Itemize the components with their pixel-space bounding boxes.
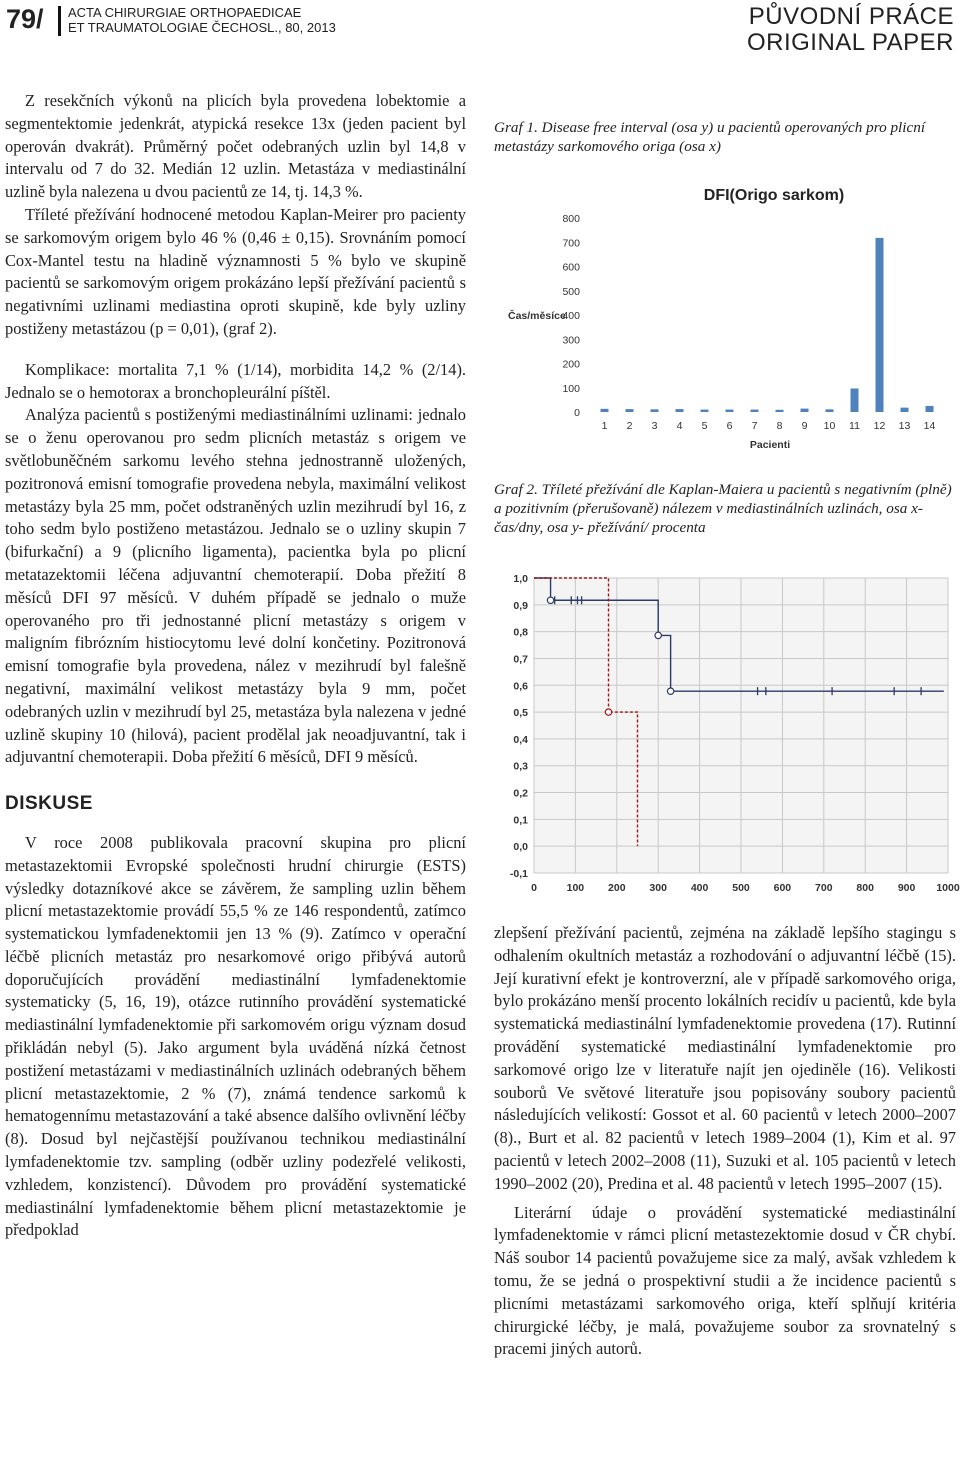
chart2-y-tick-label: 0,0 (513, 841, 528, 854)
chart1-bar (601, 409, 609, 412)
paragraph-complications: Komplikace: mortalita 7,1 % (1/14), morbidita 14,2 % (2/14). Jednalo se o hemotorax a bronchopleurální píštěl. (5, 359, 466, 402)
chart1-x-tick-label: 8 (776, 420, 783, 432)
chart1-x-tick-label: 9 (801, 420, 808, 432)
chart1-x-tick-label: 7 (751, 420, 758, 432)
chart2-x-tick-label: 500 (732, 882, 750, 894)
chart1-bar (751, 410, 759, 412)
chart1-bar (651, 409, 659, 412)
journal-line-1: ACTA CHIRURGIAE ORTHOPAEDICAE (68, 5, 302, 20)
section-label (747, 4, 954, 56)
chart2-y-tick-label: 0,4 (513, 733, 528, 746)
chart1-y-ticks (562, 213, 580, 419)
chart2-x-tick-label: 800 (856, 882, 874, 894)
dfi-bar-chart (494, 166, 956, 466)
chart2-y-tick-label: 0,5 (513, 707, 528, 720)
chart1-x-tick-label: 11 (849, 420, 860, 432)
chart2-x-tick-label: 1000 (936, 882, 960, 894)
section-label-cz: PŮVODNÍ PRÁCE (748, 3, 954, 30)
chart2-x-tick-label: 600 (773, 882, 792, 894)
kaplan-meier-chart (494, 562, 960, 902)
chart1-bar (926, 406, 934, 412)
chart1-x-tick-label: 3 (651, 420, 658, 432)
chart1-y-tick-label: 400 (562, 310, 580, 322)
chart2-x-tick-label: 100 (566, 882, 585, 894)
chart2-y-tick-label: 1,0 (513, 573, 528, 585)
chart2-y-tick-label: 0,3 (513, 760, 528, 773)
chart1-y-tick-label: 800 (562, 213, 580, 225)
paragraph-staging: zlepšení přežívání pacientů, zejména na základě lepšího stagingu s odhalením okultních metastáz a rozhodování o adjuvantní léčbě (15). Její kurativní efekt je kontroverzní, ale v případě sarkomového origa, bylo prokázáno menší procento lokálních recidív u pacientů, kde byla systematická mediastinální lymfadenektomie provedena (17). Rutinní provádění systematické mediastinální lymfadenektomie pro sarkomové origo lze v literatuře najít jen ojediněle (16). Velikosti souborů Ve světové literatuře jsou popisovány soubory pacientů následujících velikostí: Gossot et al. 60 pacientů v letech 2000–2007 (8)., Burt et al. 82 pacientů v letech 1989–2004 (1), Kim et al. 97 pacientů v letech 2002–2008 (11), Suzuki et al. 105 pacientů v letech 1990–2002 (20), Predina et al. 48 pacientů v letech 1995–2007 (15). (494, 923, 956, 1193)
chart1-bar (701, 410, 709, 412)
graph2-caption: Graf 2. Tříleté přežívání dle Kaplan-Maiera u pacientů s negativním (plně) a pozitivním (přerušovaně) nálezem v mediastinálních uzlinách, osa x-čas/dny, osa y- přežívání/ procenta (494, 481, 952, 536)
chart2-x-tick-label: 700 (815, 882, 833, 894)
paragraph-discussion: V roce 2008 publikovala pracovní skupina pro plicní metastazektomii Evropské společnosti hrudní chirurgie (ESTS) výsledky dotazníkové akce se závěrem, že sampling uzlin během plicní metastazektomie provádí 55,5 % ze 146 respondentů, zatímco systematickou lymfadenektomii jen 13 % (9). Zatímco v operační léčbě plicních metastáz pro nesarkomové origo přibývá autorů doporučujících provádění mediastinální lymfadenektomie systematicky (5, 16, 19), otázce rutinního provádění systematické mediastinální lymfadenektomie při sarkomovém origu význam dosud přikládán nebyl (5). Jako argument byla uváděná nízká četnost postižení metastázami v mediastinálních uzlinách odebraných během plicní metastazektomie, 2 % (7), známá tendence sarkomů k hematogennímu metastazování a také absence dalšího ovlivnění léčby (8). Dosud byl nejčastější používanou technikou mediastinální lymfadenektomie tzv. sampling (odběr uzliny podezřelé velikosti, vzhledem, konzistencí). Důvodem pro provádění systematické mediastinální lymfadenektomie během plicní metastazektomie je předpoklad (5, 832, 466, 1240)
section-label-en: ORIGINAL PAPER (746, 29, 954, 56)
paragraph-analysis: Analýza pacientů s postiženými mediastinálními uzlinami: jednalo se o ženu operovanou pro sedm plicních metastáz s origem ve světlobuněčném sarkomu levého stehna jednostranně uložených, pozitronová emisní tomografie provedena nebyla, maximální velikost metastázy byla 25 mm, počet odstraněných uzlin mezihrudí byl 16, z toho sedm bylo postiženo metastázou. Jednalo se o uzliny skupin 7 (bifurkační) a 9 (plicního ligamenta), pacientka byla po plicní metatazektomii léčena adjuvantní chemoterapií. Doba přežití 8 měsíců DFI 97 měsíců. V duhém případě se jednalo o muže operovaného pro tři jednostanné plicní metastázy s origem v maligním fibrózním histiocytomu levé dolní končetiny. Pozitronová emisní tomografie byla provedena, nález v mezihrudí byl falešně negativní, maximální velikost metastázy byla 9 mm, počet odebraných uzlin v mezihrudí byl 25, metastáza byla nalezena v jedné uzlině skupiny 10 (hilová), pacient prodělal jak neoadjuvantní, tak i adjuvantní chemoterapii. Doba přežití 6 měsíců, DFI 9 měsíců. (5, 405, 466, 767)
chart2-x-tick-label: 300 (649, 882, 667, 894)
right-column (494, 922, 956, 1361)
left-column (5, 90, 466, 1242)
graph1-caption: Graf 1. Disease free interval (osa y) u pacientů operovaných pro plicní metastázy sarkomového origa (osa x) (494, 119, 926, 155)
chart1-y-tick-label: 700 (562, 237, 580, 250)
chart2-y-tick-label: -0,1 (509, 868, 528, 880)
chart1-x-tick-label: 13 (898, 420, 911, 432)
chart1-y-tick-label: 600 (562, 261, 580, 274)
chart1-bar (801, 409, 809, 412)
paragraph-literature: Literární údaje o provádění systematické mediastinální lymfadenektomie v rámci plicní metastezektomie dosud v ČR chybí. Náš soubor 14 pacientů považujeme sice za malý, avšak vzhledem k tomu, že se jedná o prospektivní studii a že incidence pacientů s plicními metastázami sarkomového origa, kteří splňují kritéria chirurgické léčby, je malá, považujeme soubor za srovnatelný s pracemi jiných autorů. (494, 1202, 956, 1359)
chart1-y-axis-label: Čas/měsíce (508, 310, 566, 322)
chart1-x-tick-label: 12 (873, 420, 886, 432)
chart2-y-tick-label: 0,9 (513, 599, 528, 612)
chart1-bar (901, 408, 909, 412)
chart2-y-tick-label: 0,7 (513, 653, 528, 666)
chart1-bar (726, 410, 734, 412)
journal-name (68, 5, 336, 35)
chart1-x-tick-label: 14 (923, 420, 936, 432)
paragraph-survival: Tříleté přežívání hodnocené metodou Kaplan-Meirer pro pacienty se sarkomovým origem bylo 46 % (0,46 ± 0,15). Srovnáním pomocí Cox-Mantel testu na hladině významnosti 5 % bylo ve skupině pacientů se sarkomovým origem prokázáno lepší přežívání pacientů s negativními uzlinami mediastina oproti skupině, kde byly uzliny postiženy metastázou (p = 0,01), (graf 2). (5, 204, 466, 338)
chart1-bar (776, 410, 784, 412)
chart1-x-tick-label: 4 (676, 420, 683, 432)
journal-line-2: ET TRAUMATOLOGIAE ČECHOSL., 80, 2013 (68, 20, 336, 35)
chart1-y-tick-label: 500 (562, 285, 580, 298)
chart1-y-tick-label: 100 (562, 382, 580, 395)
chart2-event-marker (667, 688, 673, 694)
chart1-x-axis-label: Pacienti (749, 439, 791, 451)
paragraph-resections: Z resekčních výkonů na plicích byla provedena lobektomie a segmentektomie jedenkrát, atypická resekce 13x (jeden pacient byl operován dvakrát). Průměrný počet odebraných uzlin byl 14,8 v intervalu od 7 do 32. Medián 12 uzlin. Metastáza v mediastinální uzlině byla nalezena u dvou pacientů ze 14, tj. 14,3 %. (5, 91, 466, 202)
chart2-y-tick-label: 0,1 (513, 814, 528, 827)
chart2-y-tick-label: 0,2 (513, 787, 528, 800)
chart1-bar (851, 388, 859, 412)
chart1-bar (626, 409, 634, 412)
chart2-event-marker (547, 597, 553, 603)
chart1-y-tick-label: 200 (562, 358, 580, 371)
chart2-x-tick-label: 200 (608, 882, 626, 894)
chart2-x-tick-label: 900 (897, 882, 916, 894)
chart2-event-marker-dashed (605, 709, 611, 715)
chart2-y-tick-label: 0,6 (513, 680, 528, 693)
chart1-y-tick-label: 0 (574, 407, 580, 419)
chart2-event-marker (655, 632, 661, 638)
page-number: 79/ (6, 4, 44, 34)
chart1-bar (676, 409, 684, 412)
chart2-x-tick-label: 0 (531, 882, 537, 894)
chart1-x-tick-label: 5 (701, 420, 708, 432)
chart2-x-tick-label: 400 (690, 882, 709, 894)
chart1-bar (876, 238, 884, 412)
chart1-title: DFI(Origo sarkom) (703, 187, 845, 204)
chart1-x-tick-label: 10 (823, 420, 836, 432)
chart1-x-tick-label: 1 (601, 420, 608, 432)
header-divider (58, 6, 61, 36)
chart1-x-tick-label: 6 (726, 420, 733, 432)
chart1-y-tick-label: 300 (562, 334, 580, 347)
chart1-x-tick-label: 2 (626, 420, 633, 432)
heading-diskuse: DISKUSE (5, 793, 93, 815)
chart1-bar (826, 409, 834, 412)
chart2-y-tick-label: 0,8 (513, 626, 528, 639)
